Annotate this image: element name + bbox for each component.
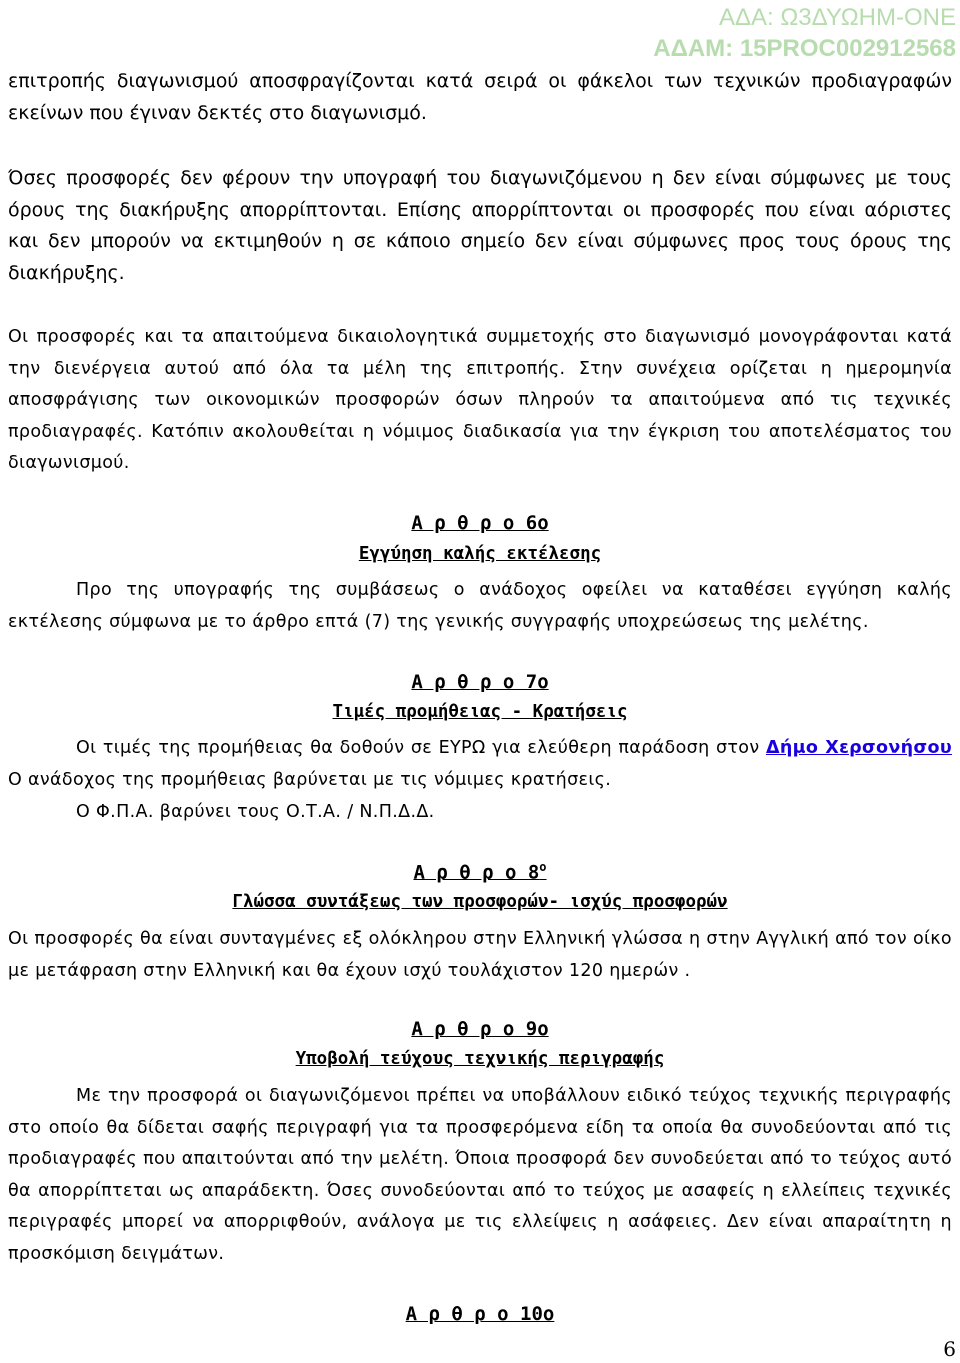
article-9-heading: Α ρ θ ρ ο 9ο [411,1018,549,1040]
article-7-subtitle: Τιμές προμήθειας - Κρατήσεις [332,702,628,722]
article-7-body-start: Οι τιμές της προμήθειας θα δοθούν σε ΕΥΡΩ για ελεύθερη παράδοση στον [76,738,766,758]
article-7-vat-note: Ο Φ.Π.Α. βαρύνει τους Ο.Τ.Α. / Ν.Π.Δ.Δ. [76,802,435,822]
article-8-subtitle: Γλώσσα συντάξεως των προσφορών- ισχύς προσφορών [232,892,728,912]
article-6-subtitle: Εγγύηση καλής εκτέλεσης [358,544,602,564]
dimos-chersonisou-link[interactable]: Δήμο Χερσονήσου [765,738,952,758]
page-number: 6 [943,1337,956,1361]
adam-header: ΑΔΑΜ: 15PROC002912568 [653,35,956,62]
paragraph-evaluation: επιτροπής διαγωνισμού αποσφραγίζονται κατά σειρά οι φάκελοι των τεχνικών προδιαγραφών εκείνων που έγιναν δεκτές στο διαγωνισμό. [8,70,952,124]
article-6-body: Προ της υπογραφής της συμβάσεως ο ανάδοχος οφείλει να καταθέσει εγγύηση καλής εκτέλεσης σύμφωνα με το άρθρο επτά (7) της γενικής συγγραφής υποχρεώσεως της μελέτης. [8,580,952,632]
article-7-body-end: Ο ανάδοχος της προμήθειας βαρύνεται με τις νόμιμες κρατήσεις. [8,769,612,790]
article-8-heading-text: Α ρ θ ρ ο 8 [413,861,540,884]
article-10-heading: Α ρ θ ρ ο 10ο [405,1303,555,1325]
article-6-heading: Α ρ θ ρ ο 6ο [411,512,549,534]
paragraph-initialing: Οι προσφορές και τα απαιτούμενα δικαιολογητικά συμμετοχής στο διαγωνισμό μονογράφονται κατά την διενέργεια αυτού από όλα τα μέλη της επιτροπής. Στην συνέχεια ορίζεται η ημερομηνία αποσφράγισης των οικονομικών προσφορών όσων πληρούν τα απαιτούμενα από τις τεχνικές προδιαγραφές. Κατόπιν ακολουθείται η νόμιμος διαδικασία για την έγκριση του αποτελέσματος του διαγωνισμού. [8,327,952,473]
article-8-heading [8,860,952,883]
article-8-body: Οι προσφορές θα είναι συνταγμένες εξ ολόκληρου στην Ελληνική γλώσσα η στην Αγγλική από τον οίκο με μετάφραση στην Ελληνική και θα έχουν ισχύ τουλάχιστον 120 ημερών . [8,929,952,981]
article-9-body: Με την προσφορά οι διαγωνιζόμενοι πρέπει να υποβάλλουν ειδικό τεύχος τεχνικής περιγραφής στο οποίο θα δίδεται σαφής περιγραφή για τα προσφερόμενα είδη τα οποία θα συνοδεύονται από τις προδιαγραφές που απαιτούνται από την μελέτη. Όποια προσφορά δεν συνοδεύεται από το τεύχος αυτό θα απορρίπτεται ως απαράδεκτη. Όσες συνοδεύονται από το τεύχος με ασαφείς η ελλείπεις τεχνικές περιγραφές μπορεί να απορριφθούν, ανάλογα με τις ελλείψεις η ασάφειες. Δεν είναι απαραίτητη η προσκόμιση δειγμάτων. [8,1086,952,1264]
article-8-heading-sup: ο [539,860,547,874]
article-7-heading: Α ρ θ ρ ο 7ο [411,671,549,693]
article-9-subtitle: Υποβολή τεύχους τεχνικής περιγραφής [295,1049,665,1069]
article-7-body [8,733,952,796]
ada-header: ΑΔΑ: Ω3ΔΥΩΗΜ-ΟΝΕ [718,4,956,31]
paragraph-rejections: Όσες προσφορές δεν φέρουν την υπογραφή του διαγωνιζόμενου η δεν είναι σύμφωνες με τους όρους της διακήρυξης απορρίπτονται. Επίσης απορρίπτονται οι προσφορές που είναι αόριστες και δεν μπορούν να εκτιμηθούν η σε κάποιο σημείο δεν είναι σύμφωνες προς τους όρους της διακήρυξης. [8,167,952,284]
